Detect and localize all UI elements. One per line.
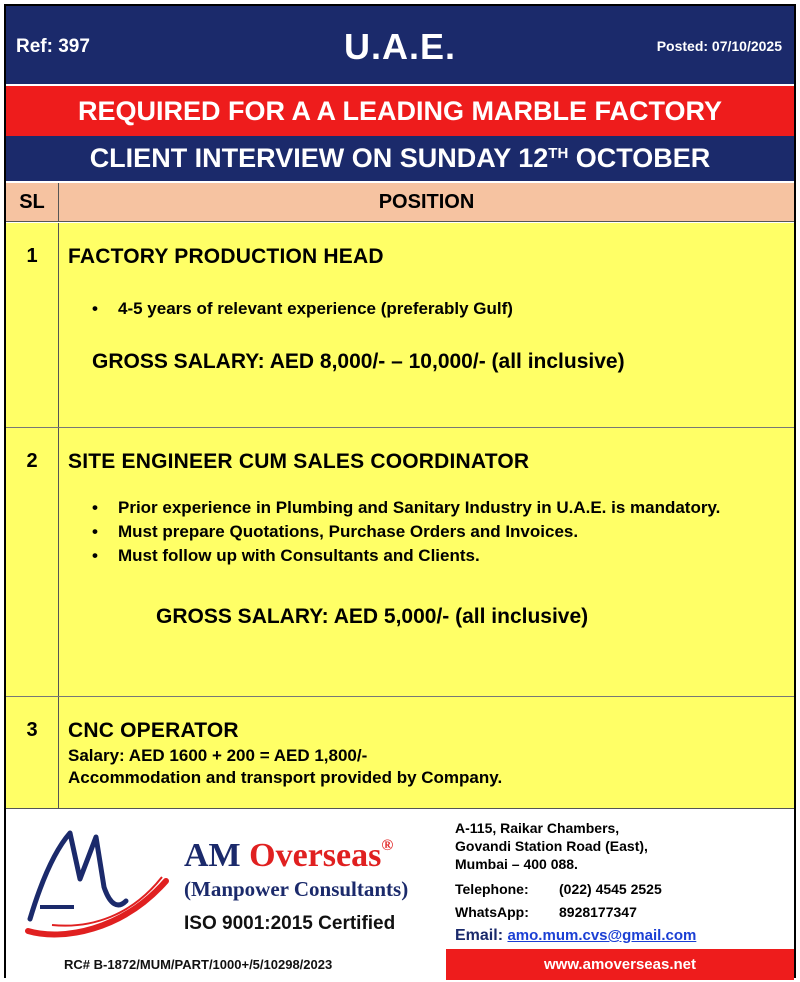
country-title: U.A.E.: [343, 26, 456, 67]
column-header-sl: SL: [6, 183, 59, 222]
whatsapp-label: WhatsApp:: [455, 904, 529, 920]
interview-suffix: OCTOBER: [568, 143, 711, 173]
email-label: Email:: [455, 927, 504, 944]
row-body: [68, 223, 784, 374]
email-row: [455, 927, 696, 945]
list-item: • Must follow up with Consultants and Clients.: [68, 544, 744, 568]
registration-number: RC# B-1872/MUM/PART/1000+/5/10298/2023: [64, 957, 333, 972]
table-row: [6, 428, 794, 697]
row-sl: 2: [6, 428, 59, 696]
interview-sup: TH: [548, 145, 569, 162]
list-item: • Must prepare Quotations, Purchase Orders and Invoices.: [68, 520, 744, 544]
row-body: [68, 428, 784, 629]
website-link[interactable]: www.amoverseas.net: [446, 949, 794, 980]
whatsapp-row: [455, 904, 637, 920]
position-title: FACTORY PRODUCTION HEAD: [68, 245, 384, 268]
telephone-label: Telephone:: [455, 881, 529, 897]
iso-certification: ISO 9001:2015 Certified: [184, 913, 396, 934]
brand-am: AM: [184, 837, 241, 874]
brand-overseas: Overseas: [249, 837, 382, 874]
company-logo: [22, 819, 172, 939]
column-header-position: POSITION: [59, 183, 794, 222]
interview-prefix: CLIENT INTERVIEW ON SUNDAY 12: [89, 143, 549, 173]
row-body: [68, 697, 784, 789]
office-address: [455, 819, 648, 873]
registered-mark: ®: [381, 837, 394, 854]
job-poster: [4, 4, 796, 978]
benefits-line: Accommodation and transport provided by Company.: [68, 768, 503, 787]
brand-name: [184, 837, 393, 875]
address-line: Mumbai – 400 088.: [455, 856, 578, 872]
whatsapp-value: 8928177347: [559, 904, 637, 920]
list-item: • Prior experience in Plumbing and Sanitary Industry in U.A.E. is mandatory.: [68, 496, 744, 520]
footer: [6, 809, 794, 980]
position-title: CNC OPERATOR: [68, 719, 239, 742]
position-title: SITE ENGINEER CUM SALES COORDINATOR: [68, 450, 530, 473]
requirements-list: [68, 496, 784, 568]
row-sl: 1: [6, 223, 59, 427]
email-link[interactable]: amo.mum.cvs@gmail.com: [507, 927, 697, 944]
address-line: Govandi Station Road (East),: [455, 838, 648, 854]
brand-tagline: (Manpower Consultants): [184, 877, 409, 901]
header-bar: [6, 6, 794, 84]
telephone-value: (022) 4545 2525: [559, 881, 662, 897]
required-banner: REQUIRED FOR A A LEADING MARBLE FACTORY: [6, 86, 794, 136]
salary-line: Salary: AED 1600 + 200 = AED 1,800/-: [68, 746, 368, 765]
table-row: [6, 697, 794, 809]
salary-line: GROSS SALARY: AED 5,000/- (all inclusive): [156, 605, 589, 628]
requirements-list: [68, 297, 784, 321]
ref-number: Ref: 397: [16, 36, 90, 57]
posted-date: Posted: 07/10/2025: [656, 38, 782, 54]
address-line: A-115, Raikar Chambers,: [455, 820, 620, 836]
row-sl: 3: [6, 697, 59, 808]
list-item: • 4-5 years of relevant experience (preferably Gulf): [68, 297, 784, 321]
interview-banner: [6, 136, 794, 181]
telephone-row: [455, 881, 662, 897]
table-row: [6, 223, 794, 428]
salary-line: GROSS SALARY: AED 8,000/- – 10,000/- (all inclusive): [92, 350, 625, 373]
